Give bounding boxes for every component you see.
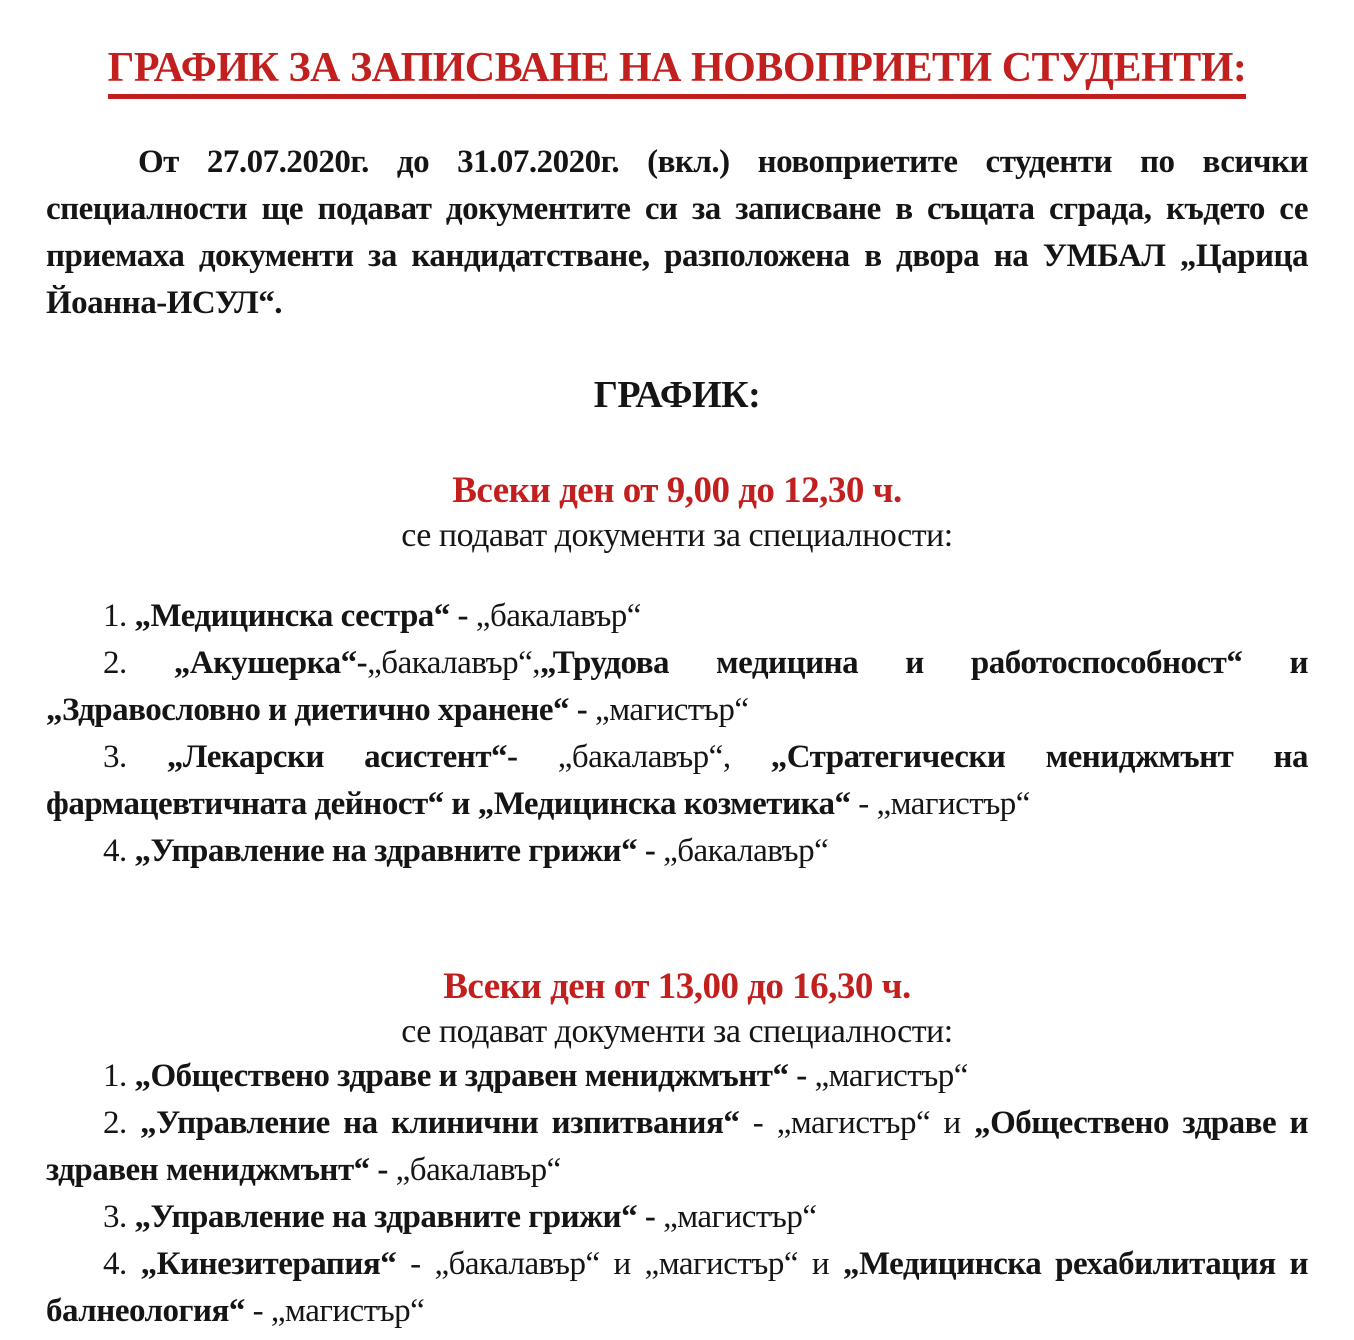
text-segment: - „магистър“ и bbox=[739, 1105, 975, 1142]
session-subtitle: се подават документи за специалности: bbox=[401, 517, 953, 555]
text-segment: „бакалавър“, bbox=[557, 739, 771, 776]
schedule-item bbox=[46, 593, 1308, 640]
text-segment: „Лекарски асистент“- bbox=[166, 739, 558, 776]
session-time-heading: Всеки ден от 9,00 до 12,30 ч. bbox=[452, 470, 902, 512]
text-segment: „Медицинска сестра“ - bbox=[134, 598, 476, 635]
text-segment: „Управление на здравните грижи“ - bbox=[134, 1199, 664, 1236]
text-segment: „Обществено здраве и здравен мениджмънт“ - bbox=[134, 1058, 815, 1095]
text-segment: „Медицинска рехабилитация и балнеология“ bbox=[46, 1246, 1309, 1330]
session-afternoon bbox=[46, 965, 1308, 1335]
schedule-item bbox=[46, 1053, 1308, 1100]
text-segment: „Стратегически мениджмънт на фармацевтичната дейност“ и „Медицинска козметика“ bbox=[46, 739, 1309, 823]
text-segment: 3. bbox=[103, 1199, 135, 1236]
text-segment: „Трудова медицина и работоспособност“ и „Здравословно и диетично хранене“ - bbox=[46, 645, 1309, 729]
schedule-item bbox=[46, 734, 1308, 828]
document-title: ГРАФИК ЗА ЗАПИСВАНЕ НА НОВОПРИЕТИ СТУДЕНТИ: bbox=[108, 46, 1247, 99]
text-segment: - „магистър“ bbox=[244, 1293, 425, 1330]
schedule-item bbox=[46, 640, 1308, 734]
text-segment: „Кинезитерапия“ bbox=[140, 1246, 397, 1283]
schedule-item bbox=[46, 828, 1308, 875]
text-segment: „Обществено здраве и здравен мениджмънт“ - bbox=[46, 1105, 1309, 1189]
text-segment: 4. bbox=[103, 833, 135, 870]
text-segment: „бакалавър“ bbox=[395, 1152, 561, 1189]
text-segment: „магистър“ bbox=[595, 692, 749, 729]
schedule-item bbox=[46, 1100, 1308, 1194]
schedule-heading: ГРАФИК: bbox=[593, 374, 761, 417]
text-segment: 4. bbox=[103, 1246, 141, 1283]
session-time-heading: Всеки ден от 13,00 до 16,30 ч. bbox=[443, 966, 911, 1008]
text-segment: „бакалавър“ bbox=[475, 598, 641, 635]
text-segment: „Управление на клинични изпитвания“ bbox=[140, 1105, 740, 1142]
schedule-item bbox=[46, 1241, 1308, 1335]
text-segment: „Акушерка“- bbox=[173, 645, 368, 682]
session-morning bbox=[46, 469, 1308, 875]
session-subtitle: се подават документи за специалности: bbox=[401, 1013, 953, 1051]
text-segment: „магистър“ bbox=[663, 1199, 817, 1236]
specialty-list bbox=[46, 1053, 1308, 1335]
text-segment: „магистър“ bbox=[814, 1058, 968, 1095]
text-segment: 1. bbox=[103, 598, 135, 635]
title-row bbox=[46, 46, 1308, 99]
text-segment: 2. bbox=[103, 645, 174, 682]
intro-paragraph: От 27.07.2020г. до 31.07.2020г. (вкл.) новоприетите студенти по всички специалности ще подават документите си за записване в същата сграда, където се приемаха документи за кандидатстване, разположена в двора на УМБАЛ „Царица Йоанна-ИСУЛ“. bbox=[46, 144, 1308, 322]
text-segment: 2. bbox=[103, 1105, 141, 1142]
text-segment: „бакалавър“ bbox=[663, 833, 829, 870]
text-segment: - „магистър“ bbox=[850, 786, 1030, 823]
text-segment: „Управление на здравните грижи“ - bbox=[134, 833, 664, 870]
text-segment: „бакалавър“, bbox=[367, 645, 541, 682]
specialty-list bbox=[46, 593, 1308, 875]
schedule-item bbox=[46, 1194, 1308, 1241]
text-segment: 1. bbox=[103, 1058, 135, 1095]
text-segment: 3. bbox=[103, 739, 167, 776]
text-segment: - „бакалавър“ и „магистър“ и bbox=[396, 1246, 843, 1283]
